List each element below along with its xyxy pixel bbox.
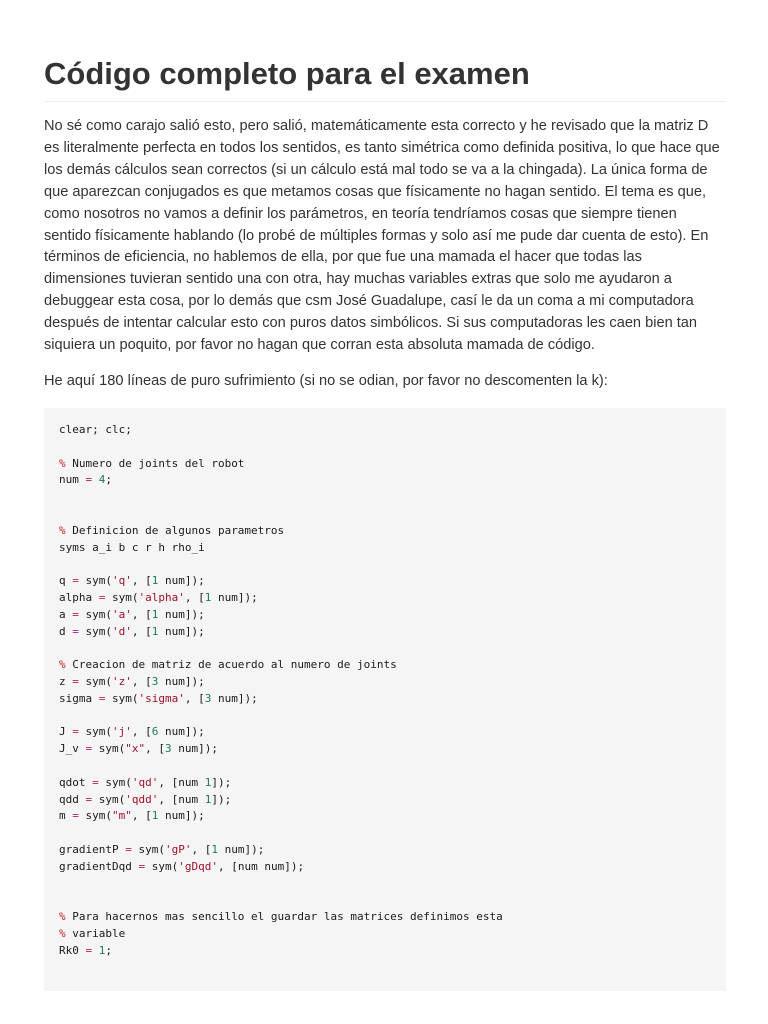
- lead-paragraph: He aquí 180 líneas de puro sufrimiento (si no se odian, por favor no descomenten la k):: [44, 373, 608, 389]
- code-line: clear; clc;: [59, 423, 132, 436]
- title-divider: [44, 101, 726, 102]
- code-line: qdot = sym('qd', [num 1]);: [59, 775, 232, 789]
- code-comment: % Numero de joints del robot: [59, 456, 245, 470]
- code-line: q = sym('q', [1 num]);: [59, 574, 205, 588]
- code-line: syms a_i b c r h rho_i: [59, 540, 205, 554]
- code-line: num = 4;: [59, 473, 112, 487]
- code-line: J = sym('j', [6 num]);: [59, 725, 205, 739]
- intro-paragraph: No sé como carajo salió esto, pero salió, matemáticamente esta correcto y he revisado que la matriz D es literalmente perfecta en todos los sentidos, es tanto simétrica como definida positiva, lo que hace que los demás cálculos sean correctos (si un cálculo está mal todo se va a la chingada). La única forma de que aparezcan conjugados es que metamos cosas que físicamente no hagan sentido. El tema es que, como nosotros no vamos a definir los parámetros, en teoría tendríamos cosas que siempre tienen sentido físicamente hablando (lo probé de múltiples formas y solo así me pude dar cuenta de esto). En términos de eficiencia, no hablemos de ella, por que fue una mamada el hacer que todas las dimensiones tuvieran sentido una con otra, hay muchas variables extras que solo me ayudaron a debuggear esta cosa, por lo demás que csm José Guadalupe, casí le da un coma a mi computadora después de intentar calcular esto con puros datos simbólicos. Si sus computadoras les caen bien tan siquiera un poquito, por favor no hagan que corran esta absoluta mamada de código.: [44, 118, 720, 354]
- code-line: J_v = sym("x", [3 num]);: [59, 742, 218, 756]
- code-comment: % variable: [59, 926, 126, 940]
- code-line: d = sym('d', [1 num]);: [59, 624, 205, 638]
- code-comment: % Creacion de matriz de acuerdo al numero de joints: [59, 658, 397, 672]
- code-line: m = sym("m", [1 num]);: [59, 809, 205, 823]
- code-comment: % Definicion de algunos parametros: [59, 523, 285, 537]
- code-line: gradientDqd = sym('gDqd', [num num]);: [59, 859, 305, 873]
- code-line: a = sym('a', [1 num]);: [59, 607, 205, 621]
- code-comment: % Para hacernos mas sencillo el guardar las matrices definimos esta: [59, 910, 503, 924]
- code-line: gradientP = sym('gP', [1 num]);: [59, 842, 265, 856]
- code-line: z = sym('z', [3 num]);: [59, 674, 205, 688]
- code-line: Rk0 = 1;: [59, 943, 112, 957]
- code-line: sigma = sym('sigma', [3 num]);: [59, 691, 258, 705]
- code-listing: [59, 422, 711, 960]
- code-line: qdd = sym('qdd', [num 1]);: [59, 792, 232, 806]
- code-block[interactable]: [44, 408, 726, 991]
- page-title: Código completo para el examen: [44, 56, 530, 91]
- code-line: alpha = sym('alpha', [1 num]);: [59, 590, 258, 604]
